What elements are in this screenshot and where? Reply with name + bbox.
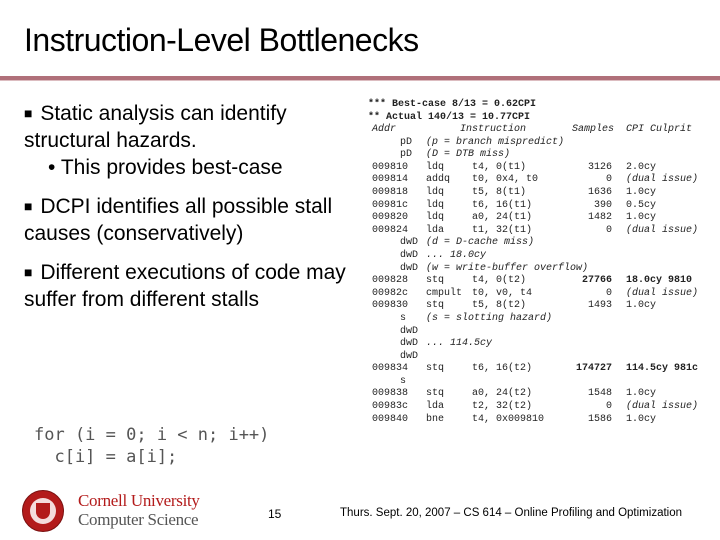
listing-row bbox=[360, 225, 706, 238]
row-operands: t4, 0(t1) bbox=[472, 161, 527, 173]
row-address: 009830 bbox=[372, 300, 409, 312]
cpi-header: CPI Culprit bbox=[626, 124, 693, 135]
row-opcode: stq bbox=[426, 300, 445, 312]
row-samples: 27766 bbox=[581, 275, 612, 287]
row-opcode: dwD bbox=[400, 325, 419, 337]
profile-rows bbox=[360, 137, 706, 427]
logo-line-2: Computer Science bbox=[78, 510, 199, 529]
slide-title: Instruction-Level Bottlenecks bbox=[24, 22, 419, 58]
row-opcode: dwD bbox=[400, 237, 419, 249]
row-operands: (d = D-cache miss) bbox=[426, 237, 535, 249]
row-samples: 1482 bbox=[587, 212, 612, 224]
row-operands: t0, v0, t4 bbox=[472, 287, 533, 299]
footer-text: Thurs. Sept. 20, 2007 – CS 614 – Online Profiling and Optimization bbox=[340, 507, 683, 519]
listing-row bbox=[360, 288, 706, 301]
listing-row bbox=[360, 250, 706, 263]
row-operands: (p = branch mispredict) bbox=[426, 136, 565, 148]
code-line: c[i] = a[i]; bbox=[34, 447, 178, 467]
listing-row bbox=[360, 401, 706, 414]
row-opcode: dwD bbox=[400, 249, 419, 261]
row-opcode: pD bbox=[400, 136, 413, 148]
row-samples: 0 bbox=[605, 174, 612, 186]
sub-bullet-item: • This provides best-case bbox=[48, 156, 283, 179]
row-cpi: (dual issue) bbox=[626, 287, 699, 299]
row-address: 009834 bbox=[372, 363, 409, 375]
row-cpi: (dual issue) bbox=[626, 401, 699, 413]
row-operands: ... 18.0cy bbox=[426, 249, 487, 261]
row-cpi: 0.5cy bbox=[626, 199, 657, 211]
listing-row bbox=[360, 363, 706, 376]
bullet-text: Different executions of code may suffer from different stalls bbox=[24, 261, 346, 311]
row-address: 009814 bbox=[372, 174, 409, 186]
row-operands: t1, 32(t1) bbox=[472, 224, 533, 236]
row-operands: t4, 0x009810 bbox=[472, 413, 545, 425]
page-number: 15 bbox=[268, 507, 282, 521]
listing-row bbox=[360, 174, 706, 187]
square-bullet-icon: ■ bbox=[24, 264, 33, 280]
listing-row bbox=[360, 376, 706, 389]
row-address: 00982c bbox=[372, 287, 409, 299]
bullet-text: Static analysis can identify structural hazards. bbox=[24, 102, 287, 152]
row-cpi: 2.0cy bbox=[626, 161, 657, 173]
listing-row bbox=[360, 326, 706, 339]
listing-row bbox=[360, 263, 706, 276]
listing-row bbox=[360, 275, 706, 288]
logo-line-1: Cornell University bbox=[78, 491, 200, 510]
row-address: 00981c bbox=[372, 199, 409, 211]
listing-row bbox=[360, 212, 706, 225]
bullet-item bbox=[24, 259, 364, 313]
row-cpi: (dual issue) bbox=[626, 174, 699, 186]
column-headers bbox=[360, 124, 706, 137]
listing-row bbox=[360, 351, 706, 364]
row-cpi: 1.0cy bbox=[626, 413, 657, 425]
addr-header: Addr bbox=[372, 124, 397, 135]
row-address: 009840 bbox=[372, 413, 409, 425]
row-opcode: addq bbox=[426, 174, 451, 186]
row-operands: (D = DTB miss) bbox=[426, 149, 511, 161]
row-cpi: 1.0cy bbox=[626, 186, 657, 198]
row-opcode: stq bbox=[426, 388, 445, 400]
listing-row bbox=[360, 338, 706, 351]
samples-header: Samples bbox=[572, 124, 615, 135]
square-bullet-icon: ■ bbox=[24, 105, 33, 121]
code-snippet bbox=[34, 424, 269, 468]
actual-summary: ** Actual 140/13 = 10.77CPI bbox=[368, 112, 531, 123]
row-operands: t6, 16(t2) bbox=[472, 363, 533, 375]
row-cpi: 18.0cy 9810 bbox=[626, 275, 693, 287]
row-cpi: 114.5cy 981c bbox=[626, 363, 699, 375]
bullet-item bbox=[24, 100, 364, 181]
row-samples: 0 bbox=[605, 224, 612, 236]
instruction-header: Instruction bbox=[460, 124, 527, 135]
listing-row bbox=[360, 137, 706, 150]
code-line: for (i = 0; i < n; i++) bbox=[34, 425, 270, 445]
row-address: 009824 bbox=[372, 224, 409, 236]
row-operands: (s = slotting hazard) bbox=[426, 312, 553, 324]
row-samples: 0 bbox=[605, 401, 612, 413]
row-address: 009818 bbox=[372, 186, 409, 198]
bullet-text: DCPI identifies all possible stall causes (conservatively) bbox=[24, 195, 333, 245]
row-opcode: ldq bbox=[426, 199, 445, 211]
row-samples: 390 bbox=[593, 199, 612, 211]
listing-row bbox=[360, 187, 706, 200]
row-operands: t5, 8(t2) bbox=[472, 300, 527, 312]
row-opcode: pD bbox=[400, 149, 413, 161]
row-operands: ... 114.5cy bbox=[426, 338, 493, 350]
row-opcode: dwD bbox=[400, 338, 419, 350]
row-opcode: lda bbox=[426, 224, 445, 236]
title-divider-shadow bbox=[0, 80, 720, 81]
row-opcode: s bbox=[400, 375, 407, 387]
row-operands: t4, 0(t2) bbox=[472, 275, 527, 287]
listing-row bbox=[360, 300, 706, 313]
sub-bullet-text: This provides best-case bbox=[60, 156, 283, 179]
listing-row bbox=[360, 388, 706, 401]
row-samples: 3126 bbox=[587, 161, 612, 173]
row-samples: 1493 bbox=[587, 300, 612, 312]
row-address: 009838 bbox=[372, 388, 409, 400]
row-operands: a0, 24(t2) bbox=[472, 388, 533, 400]
row-cpi: 1.0cy bbox=[626, 212, 657, 224]
row-samples: 1586 bbox=[587, 413, 612, 425]
best-case-summary: *** Best-case 8/13 = 0.62CPI bbox=[368, 99, 537, 110]
row-samples: 174727 bbox=[575, 363, 612, 375]
row-samples: 0 bbox=[605, 287, 612, 299]
row-opcode: cmpult bbox=[426, 287, 463, 299]
profile-listing bbox=[360, 98, 706, 426]
row-operands: (w = write-buffer overflow) bbox=[426, 262, 589, 274]
row-cpi: 1.0cy bbox=[626, 388, 657, 400]
bullet-list bbox=[24, 100, 364, 325]
listing-row bbox=[360, 237, 706, 250]
listing-row bbox=[360, 162, 706, 175]
row-cpi: 1.0cy bbox=[626, 300, 657, 312]
listing-row bbox=[360, 414, 706, 427]
row-operands: a0, 24(t1) bbox=[472, 212, 533, 224]
row-opcode: stq bbox=[426, 275, 445, 287]
row-operands: t6, 16(t1) bbox=[472, 199, 533, 211]
row-address: 00983c bbox=[372, 401, 409, 413]
row-cpi: (dual issue) bbox=[626, 224, 699, 236]
row-opcode: ldq bbox=[426, 186, 445, 198]
row-opcode: s bbox=[400, 312, 407, 324]
listing-row bbox=[360, 149, 706, 162]
row-address: 009828 bbox=[372, 275, 409, 287]
square-bullet-icon: ■ bbox=[24, 198, 33, 214]
bullet-item bbox=[24, 193, 364, 247]
listing-row bbox=[360, 200, 706, 213]
row-samples: 1548 bbox=[587, 388, 612, 400]
row-samples: 1636 bbox=[587, 186, 612, 198]
row-address: 009820 bbox=[372, 212, 409, 224]
row-operands: t5, 8(t1) bbox=[472, 186, 527, 198]
row-address: 009810 bbox=[372, 161, 409, 173]
row-opcode: dwD bbox=[400, 350, 419, 362]
row-opcode: stq bbox=[426, 363, 445, 375]
cornell-logo bbox=[22, 490, 222, 534]
row-opcode: ldq bbox=[426, 161, 445, 173]
row-operands: t2, 32(t2) bbox=[472, 401, 533, 413]
row-operands: t0, 0x4, t0 bbox=[472, 174, 539, 186]
listing-row bbox=[360, 313, 706, 326]
row-opcode: dwD bbox=[400, 262, 419, 274]
cornell-seal-icon bbox=[22, 490, 64, 532]
row-opcode: ldq bbox=[426, 212, 445, 224]
row-opcode: bne bbox=[426, 413, 445, 425]
row-opcode: lda bbox=[426, 401, 445, 413]
